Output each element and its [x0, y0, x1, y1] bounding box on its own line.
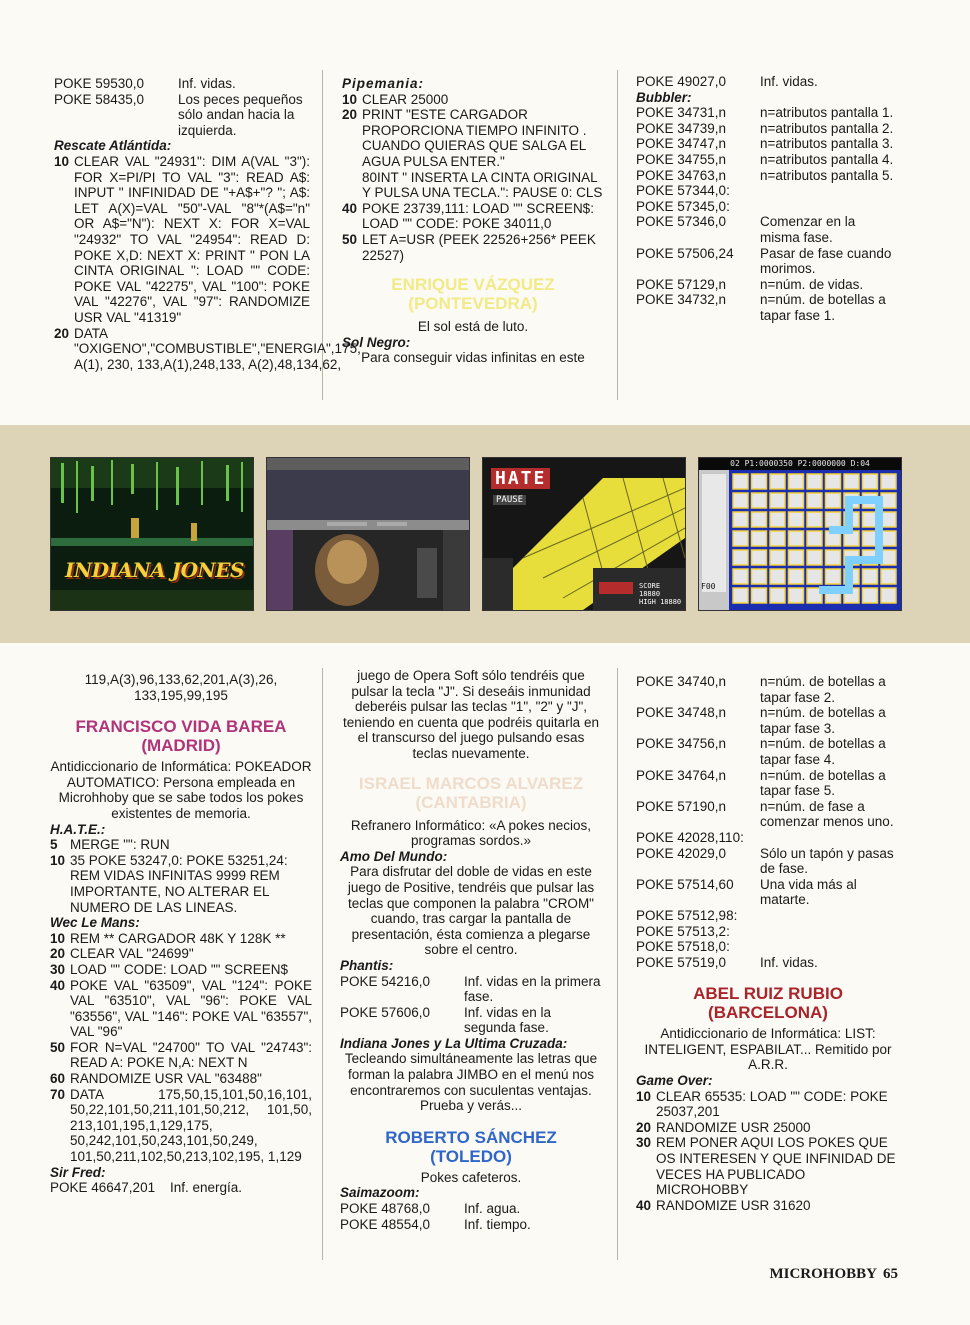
grid-cell [733, 531, 748, 546]
grid-cell [733, 550, 748, 565]
grid-cell [826, 569, 841, 584]
code-line [50, 1087, 312, 1165]
score-panel [639, 582, 685, 606]
poke-code: POKE 34755,n [636, 151, 727, 167]
code-line [50, 978, 312, 1040]
line-number: 50 [342, 231, 358, 247]
poke-desc: Pasar de fase cuando morimos. [760, 245, 892, 277]
poke-desc: Inf. vidas. [760, 954, 818, 970]
line-number: 5 [50, 837, 58, 853]
poke-desc [760, 199, 896, 215]
code-line [636, 1089, 900, 1120]
poke-row [636, 74, 896, 90]
poke-desc: Los peces pequeños sólo andan hacia la izquierda. [178, 91, 303, 138]
grid-cell [881, 550, 896, 565]
poke-row [636, 908, 900, 924]
grid-cell [752, 474, 767, 489]
poke-desc: n=atributos pantalla 3. [760, 136, 894, 152]
poke-code: POKE 34756,n [636, 736, 727, 752]
column-rule [322, 668, 323, 1260]
line-text: POKE VAL "63509", VAL "124": POKE VAL "63510", VAL "96": POKE VAL "63556", VAL "146": POKE VAL "63557", VAL "96" [70, 977, 312, 1040]
code-line [636, 1135, 900, 1197]
poke-desc: n=núm. de botellas a tapar fase 1. [760, 292, 886, 323]
poke-row [54, 76, 310, 92]
grid-cell [770, 588, 785, 603]
poke-row [54, 92, 310, 139]
grid-cell [807, 493, 822, 508]
code-line [54, 325, 361, 373]
poke-desc [760, 183, 896, 199]
section-indiana-jones: Indiana Jones y La Ultima Cruzada: [340, 1035, 568, 1051]
bottom-col-2 [340, 668, 602, 1232]
poke-code: POKE 58435,0 [54, 91, 145, 107]
line-text: PRINT "ESTE CARGADOR PROPORCIONA TIEMPO INFINITO . CUANDO QUIERAS QUE SALGA EL AGUA PULSA ENTER." [362, 107, 587, 169]
poke-desc: Inf. agua. [464, 1201, 521, 1217]
poke-row [636, 277, 896, 293]
body-text: Para disfrutar del doble de vidas en este juego de Positive, tendréis que pulsar las teclas que componen la palabra "CROM" cuando, tras cargar la pantalla de presentación, ésta comienza a plegarse sobre el centro. [347, 864, 595, 958]
grid-cell [881, 493, 896, 508]
poke-row [636, 736, 900, 767]
code-line [342, 232, 604, 263]
line-number: 20 [50, 946, 66, 962]
poke-desc: Inf. tiempo. [464, 1216, 531, 1232]
line-number [342, 170, 362, 201]
page-number: 65 [883, 1266, 898, 1282]
poke-desc: n=atributos pantalla 5. [760, 167, 894, 183]
grid-cell [789, 588, 804, 603]
poke-code: POKE 42029,0 [636, 845, 727, 861]
poke-row [636, 152, 896, 168]
poke-row [636, 830, 900, 846]
line-text: DATA 175,50,15,101,50,16,101, 50,22,101,50,211,101,50,212, 101,50, 213,101,195,1,129,175, 50,242,101,50,243,101,50,249, 101,50,211,102,50,213,102,195, 1,129 [70, 1086, 312, 1165]
code-line [50, 837, 312, 853]
continued-text: juego de Opera Soft sólo tendréis que pulsar la tecla "J". Si deseáis inmunidad deberéis pulsar las teclas "1", "2" y "J", teniendo en cuenta que podréis quitarla en el transcurso del juego pulsando esas teclas nuevamente. [343, 668, 599, 761]
line-text: FOR N=VAL "24700" TO VAL "24743": READ A: POKE N,A: NEXT N [70, 1039, 312, 1071]
poke-code: POKE 57190,n [636, 798, 727, 814]
line-text: CLEAR VAL "24931": DIM A(VAL "3"): FOR X=PI/PI TO VAL "3": READ A$: INPUT " INFINIDAD DE "+A$+"? "; A$: LET A(X)=VAL "50"-VAL "8"*(A$="n" OR A$="N"): NEXT X: FOR X=VAL "24932" TO VAL "24954": READ D: POKE X,D: NEXT X: PRINT " PON LA CINTA ORIGINAL ": LOAD "" CODE: POKE VAL "42275", VAL "100": POKE VAL "42276", VAL "97": RANDOMIZE USR VAL "41319" [74, 153, 310, 325]
grid-cell [863, 474, 878, 489]
pipemania-side-label: F00 [701, 582, 716, 591]
section-pipemania: Pipemania: [342, 76, 425, 91]
line-text: MERGE "": RUN [70, 837, 170, 853]
grid-cell [770, 493, 785, 508]
intro-text: Pokes cafeteros. [420, 1169, 522, 1185]
author-name: FRANCISCO VIDA BAREA (MADRID) [75, 717, 287, 756]
code-line [54, 154, 310, 326]
grid-cell [789, 474, 804, 489]
poke-desc: n=atributos pantalla 4. [760, 151, 894, 167]
poke-code: POKE 34740,n [636, 674, 727, 689]
poke-code: POKE 57512,98: [636, 907, 738, 923]
bottom-col-1 [50, 672, 312, 1196]
grid-cell [826, 474, 841, 489]
poke-desc: Inf. vidas en la primera fase. [464, 973, 601, 1005]
poke-desc: Inf. vidas en la segunda fase. [464, 1004, 552, 1036]
pipemania-grid [699, 470, 901, 610]
poke-row [636, 674, 900, 705]
poke-row [340, 1201, 602, 1217]
grid-cell [807, 569, 822, 584]
grid-cell [770, 474, 785, 489]
poke-row [636, 877, 900, 908]
line-text: POKE 23739,111: LOAD "" SCREEN$: LOAD "" CODE: POKE 34011,0 [362, 200, 594, 232]
poke-row [636, 136, 896, 152]
hate-logo: HATE [491, 468, 550, 489]
section-sol-negro: Sol Negro: [342, 334, 411, 350]
grid-cell [770, 512, 785, 527]
line-number: 50 [50, 1039, 66, 1055]
line-text: RANDOMIZE USR 25000 [656, 1119, 811, 1135]
poke-desc [760, 939, 900, 955]
poke-desc: n=núm. de botellas a tapar fase 5. [760, 767, 886, 799]
grid-cell [789, 569, 804, 584]
grid-cell [752, 569, 767, 584]
poke-row [636, 199, 896, 215]
body-text: Tecleando simultáneamente las letras que forman la palabra JIMBO en el menú nos encontraremos con suculentas ventajas. Prueba y verás... [344, 1051, 598, 1114]
line-text: RANDOMIZE USR 31620 [656, 1197, 811, 1213]
poke-code: POKE 57606,0 [340, 1004, 431, 1020]
grid-cell [789, 531, 804, 546]
grid-cell [789, 512, 804, 527]
poke-code: POKE 34763,n [636, 167, 727, 183]
code-line [50, 853, 312, 915]
poke-row [340, 1005, 602, 1036]
page-footer [769, 1266, 898, 1283]
grid-cell [733, 474, 748, 489]
grid-cell [863, 569, 878, 584]
line-number: 20 [54, 325, 70, 341]
author-name: ENRIQUE VÁZQUEZ (PONTEVEDRA) [391, 275, 555, 314]
poke-row [50, 1180, 312, 1196]
poke-desc: n=atributos pantalla 2. [760, 120, 894, 136]
line-number: 10 [50, 930, 66, 946]
poke-desc: Sólo un tapón y pasas de fase. [760, 845, 894, 877]
poke-row [636, 214, 896, 245]
line-number: 20 [342, 107, 358, 123]
line-number: 10 [50, 852, 66, 868]
column-rule [617, 668, 618, 1260]
code-line [50, 946, 312, 962]
poke-desc: n=núm. de botellas a tapar fase 3. [760, 705, 886, 736]
section-rescate-atlantida: Rescate Atlántida: [54, 138, 172, 154]
top-col-3 [636, 74, 896, 324]
poke-code: POKE 48768,0 [340, 1201, 431, 1217]
body-text: Para conseguir vidas infinitas en este [361, 350, 585, 366]
grid-cell [733, 588, 748, 603]
poke-desc: Inf. vidas. [760, 74, 818, 89]
line-text: DATA "OXIGENO","COMBUSTIBLE","ENERGIA",175, A(1), 230, 133,A(1),248,133, A(2),48,134,62, [74, 325, 361, 372]
poke-code: POKE 57519,0 [636, 954, 727, 970]
poke-row [340, 1217, 602, 1233]
section-wec-le-mans: Wec Le Mans: [50, 915, 140, 931]
intro-text: Antidiccionario de Informática: LIST: INTELIGENT, ESPABILAT... Remitido por A.R.R. [644, 1026, 892, 1073]
author-name: ROBERTO SÁNCHEZ (TOLEDO) [385, 1127, 557, 1166]
poke-row [636, 799, 900, 830]
poke-code: POKE 48554,0 [340, 1216, 431, 1232]
poke-code: POKE 57514,60 [636, 876, 734, 892]
grid-cell [881, 512, 896, 527]
poke-desc: n=núm. de vidas. [760, 276, 864, 292]
magazine-name: MICROHOBBY [769, 1266, 877, 1282]
line-number: 40 [636, 1197, 652, 1213]
grid-cell [770, 569, 785, 584]
line-text: CLEAR 65535: LOAD "" CODE: POKE 25037,201 [656, 1088, 888, 1120]
high-label: HIGH [639, 598, 656, 606]
code-line [342, 201, 604, 232]
grid-cell [807, 512, 822, 527]
grid-cell [807, 474, 822, 489]
section-phantis: Phantis: [340, 957, 394, 973]
grid-cell [826, 493, 841, 508]
poke-desc: Inf. energía. [170, 1180, 243, 1196]
poke-row [636, 846, 900, 877]
line-number: 10 [636, 1088, 652, 1104]
screenshot-sir-fred [266, 457, 470, 611]
line-text: LET A=USR (PEEK 22526+256* PEEK 22527) [362, 231, 596, 263]
poke-code: POKE 34739,n [636, 120, 727, 136]
poke-code: POKE 34747,n [636, 136, 727, 152]
poke-code: POKE 34732,n [636, 292, 727, 308]
poke-code: POKE 34764,n [636, 767, 727, 783]
pause-label: PAUSE [493, 495, 526, 505]
poke-code: POKE 59530,0 [54, 76, 145, 91]
line-text: CLEAR VAL "24699" [70, 946, 194, 962]
grid-cell [826, 512, 841, 527]
code-line [342, 107, 604, 169]
line-text: REM ** CARGADOR 48K Y 128K ** [70, 930, 286, 946]
poke-row [636, 168, 896, 184]
poke-desc: n=núm. de botellas a tapar fase 2. [760, 674, 886, 705]
dungeon-scene [267, 458, 469, 610]
grid-cell [807, 550, 822, 565]
screenshot-pipemania [698, 457, 902, 611]
code-line [50, 931, 312, 947]
grid-cell [881, 569, 896, 584]
line-number: 40 [342, 200, 358, 216]
intro-text: El sol está de luto. [417, 319, 529, 335]
poke-desc: n=núm. de botellas a tapar fase 4. [760, 736, 886, 767]
grid-cell [752, 588, 767, 603]
poke-row [636, 105, 896, 121]
code-line [636, 1198, 900, 1214]
poke-row [636, 121, 896, 137]
bottom-col-3 [636, 674, 900, 1213]
poke-code: POKE 57513,2: [636, 923, 730, 939]
poke-desc [760, 924, 900, 940]
poke-row [636, 292, 896, 323]
line-number: 70 [50, 1086, 66, 1102]
poke-code: POKE 34731,n [636, 105, 727, 121]
line-number: 30 [50, 961, 66, 977]
continued-text: 119,A(3),96,133,62,201,A(3),26, 133,195,99,195 [84, 672, 278, 703]
grid-cell [752, 512, 767, 527]
poke-code: POKE 57518,0: [636, 939, 730, 955]
line-text: LOAD "" CODE: LOAD "" SCREEN$ [70, 961, 288, 977]
line-text: RANDOMIZE USR VAL "63488" [70, 1071, 262, 1087]
screenshot-hate [482, 457, 686, 611]
intro-text: Refranero Informático: «A pokes necios, programas sordos.» [350, 817, 592, 849]
poke-code: POKE 42028,110: [636, 829, 744, 845]
line-text: REM PONER AQUI LOS POKES QUE OS INTERESEN Y QUE INFINIDAD DE VECES HA PUBLICADO MICROHOBBY [656, 1135, 896, 1198]
poke-row [636, 924, 900, 940]
poke-desc: Inf. vidas. [178, 76, 236, 91]
line-number: 30 [636, 1135, 652, 1151]
line-text: 35 POKE 53247,0: POKE 53251,24: REM VIDAS INFINITAS 9999 REM IMPORTANTE, NO ALTERAR EL NUMERO DE LAS LINEAS. [70, 852, 288, 915]
section-amo-del-mundo: Amo Del Mundo: [340, 848, 448, 864]
line-text: CLEAR 25000 [362, 91, 449, 107]
line-number: 10 [54, 153, 70, 169]
poke-row [636, 955, 900, 971]
top-col-2 [342, 76, 604, 366]
grid-cell [881, 588, 896, 603]
poke-code: POKE 54216,0 [340, 973, 431, 989]
section-bubbler: Bubbler: [636, 89, 692, 105]
grid-cell [844, 474, 859, 489]
poke-code: POKE 34748,n [636, 705, 727, 721]
section-saimazoom: Saimazoom: [340, 1185, 420, 1201]
poke-desc: Comenzar en la misma fase. [760, 214, 856, 245]
poke-code: POKE 57506,24 [636, 245, 734, 261]
score-value: 18880 [639, 590, 661, 598]
poke-row [340, 974, 602, 1005]
poke-row [636, 705, 900, 736]
line-number: 10 [342, 91, 358, 107]
code-line [342, 92, 604, 108]
code-line [50, 962, 312, 978]
poke-desc [760, 908, 900, 924]
poke-code: POKE 49027,0 [636, 74, 727, 89]
grid-cell [789, 493, 804, 508]
section-hate: H.A.T.E.: [50, 821, 106, 837]
poke-code: POKE 57129,n [636, 276, 727, 292]
indiana-jones-logo: INDIANA JONES [65, 558, 244, 582]
poke-code: POKE 46647,201 [50, 1180, 156, 1196]
poke-row [636, 183, 896, 199]
poke-desc: Una vida más al matarte. [760, 876, 857, 908]
poke-desc [760, 830, 900, 846]
grid-cell [752, 493, 767, 508]
code-line [636, 1120, 900, 1136]
grid-cell [752, 550, 767, 565]
line-text: 80INT " INSERTA LA CINTA ORIGINAL Y PULSA UNA TECLA.": PAUSE 0: CLS [362, 169, 603, 201]
poke-code: POKE 57346,0 [636, 214, 727, 230]
code-line [50, 1040, 312, 1071]
grid-cell [770, 550, 785, 565]
line-number: 60 [50, 1071, 66, 1087]
poke-row [636, 939, 900, 955]
grid-cell [807, 531, 822, 546]
poke-row [636, 768, 900, 799]
poke-row [636, 246, 896, 277]
line-number: 20 [636, 1119, 652, 1135]
code-line [342, 170, 604, 201]
line-number: 40 [50, 977, 66, 993]
grid-cell [789, 550, 804, 565]
section-sir-fred: Sir Fred: [50, 1164, 106, 1180]
poke-code: POKE 57345,0: [636, 198, 730, 214]
poke-code: POKE 57344,0: [636, 183, 730, 199]
poke-desc: n=núm. de fase a comenzar menos uno. [760, 798, 894, 830]
indiana-jones-scene [51, 458, 253, 610]
grid-cell [770, 531, 785, 546]
high-value: 18880 [660, 598, 682, 606]
code-line [50, 1071, 312, 1087]
pipemania-status-bar: 02 P1:0000350 P2:0000000 D:04 [699, 458, 901, 470]
author-name: ABEL RUIZ RUBIO (BARCELONA) [693, 984, 843, 1023]
grid-cell [826, 550, 841, 565]
grid-cell [863, 588, 878, 603]
intro-text: Antidiccionario de Informática: POKEADOR AUTOMATICO: Persona empleada en Microhhoby que se sabe todos los pokes existentes de memoria. [50, 759, 312, 821]
author-name: ISRAEL MARCOS ALVAREZ (CANTABRIA) [358, 773, 584, 812]
grid-cell [881, 474, 896, 489]
grid-cell [733, 493, 748, 508]
grid-cell [733, 569, 748, 584]
grid-cell [733, 512, 748, 527]
grid-cell [881, 531, 896, 546]
poke-desc: n=atributos pantalla 1. [760, 105, 894, 121]
screenshot-indiana-jones [50, 457, 254, 611]
section-game-over: Game Over: [636, 1073, 713, 1089]
column-rule [617, 70, 618, 400]
score-label: SCORE [639, 582, 661, 590]
grid-cell [752, 531, 767, 546]
